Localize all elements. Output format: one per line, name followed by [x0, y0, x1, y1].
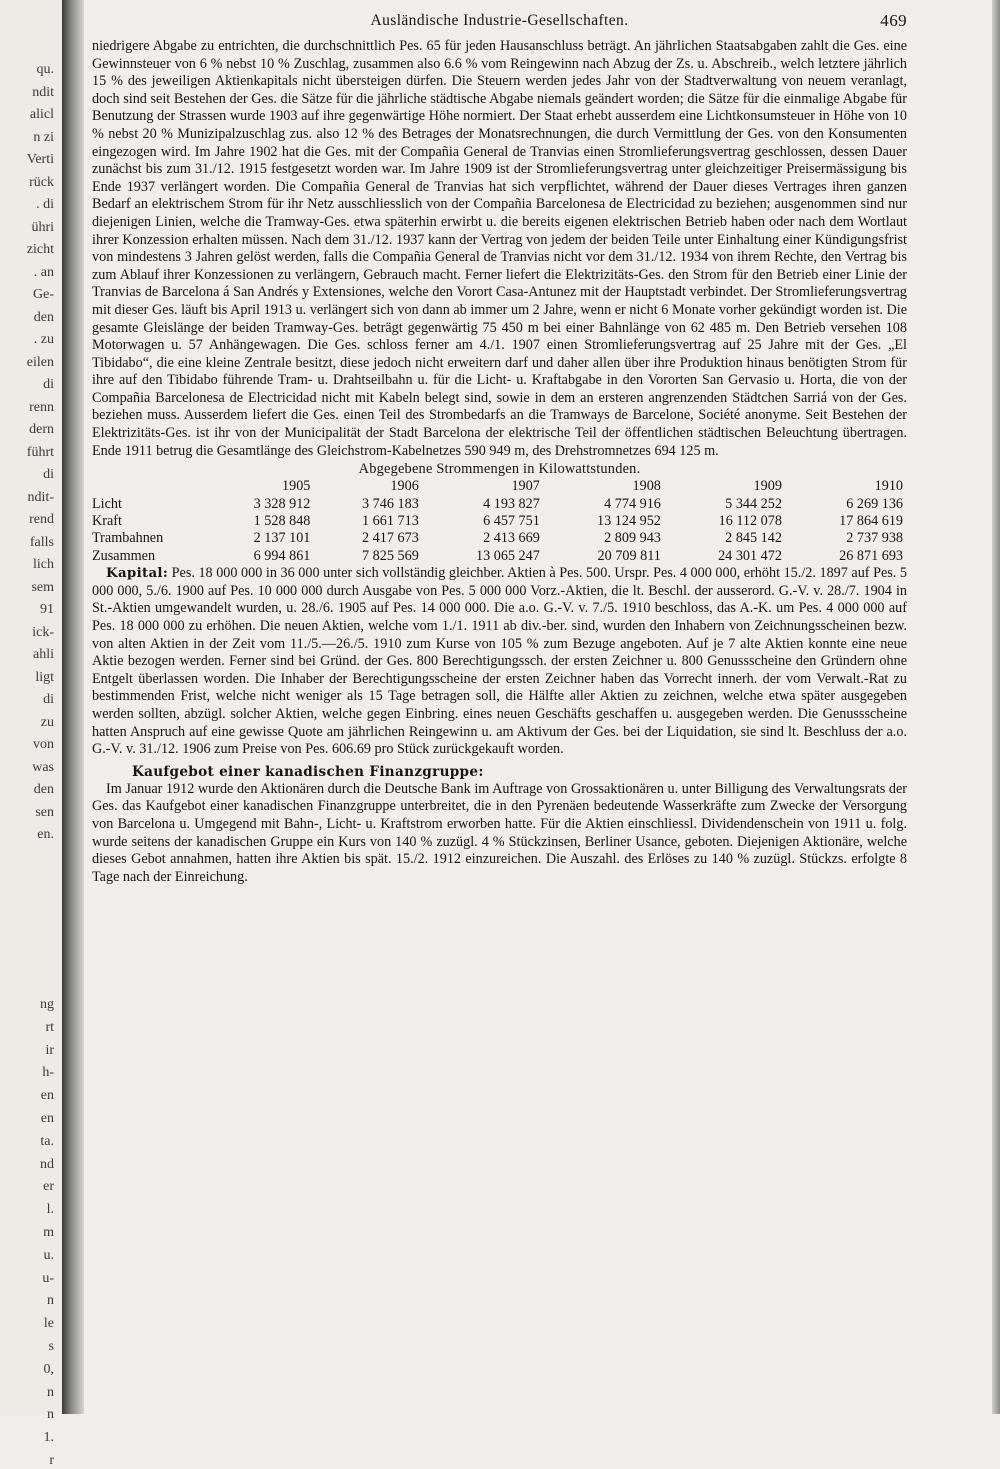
table-cell: 20 709 811 — [597, 547, 661, 564]
margin-fragment: s — [48, 1339, 54, 1354]
margin-fragment: . an — [33, 264, 54, 280]
margin-fragment: di — [43, 467, 54, 482]
year-header: 1905 — [282, 478, 311, 495]
margin-fragment: di — [43, 377, 54, 392]
margin-fragment: ir — [45, 1042, 54, 1058]
margin-fragment: 91 — [40, 602, 54, 617]
margin-fragment: . di — [36, 197, 54, 212]
table-row — [92, 530, 907, 547]
margin-fragment: er — [43, 1179, 54, 1195]
kapital-label: Kapital: — [106, 565, 169, 582]
table-cell: 6 457 751 — [483, 513, 540, 530]
margin-fragment: u. — [43, 1247, 54, 1263]
margin-fragment: ta. — [40, 1133, 54, 1149]
table-cell: 3 328 912 — [253, 495, 311, 512]
margin-fragment: ühri — [31, 219, 54, 235]
margin-fragment: rück — [29, 174, 54, 190]
kapital-text: Pes. 18 000 000 in 36 000 unter sich vollständig gleichber. Aktien à Pes. 500. Urspr. Pes. 4 000 000, erhöht 15./2. 1897 auf Pes. 5 000 000, 5./6. 1900 auf Pes. 10 000 000 durch Ausgabe von Pes. 5 000 000 Vorz.-Aktien, die lt. Beschl. der ausserord. G.-V. v. 28./7. 1904 in St.-Aktien umgewandelt wurden, u. 28./6. 1905 auf Pes. 14 000 000. Die a.o. G.-V. v. 7./5. 1910 beschloss, das A.-K. um Pes. 4 000 000 auf Pes. 18 000 000 zu erhöhen. Die neuen Aktien, welche vom 1./1. 1911 ab div.-ber. sind, wurden den Inhabern von Zeichnungsscheinen bezw. von alten Aktien in der Zeit vom 11./5.—26./5. 1910 zum Kurse von 105 % zum Bezuge angeboten. Auf je 7 alte Aktien konnte eine neue Aktie bezogen werden. Ferner sind bei Gründ. der Ges. 800 Berechtigungssch. der ersten Zeichner u. 800 Genussscheine den Gründern ohne Entgelt überlassen worden. Die Inhaber der Berechtigungsscheine der ersten Zeichner haben das Vorrecht innerh. der vom Verwalt.-Rat zu bestimmenden Frist, welche nicht weniger als 15 Tage betragen soll, die Hälfte aller Aktien zu zeichnen, welche etwa später ausgegeben werden sollten, abzügl. solcher Aktien, welche gegen Einbring. eines neuen Geschäfts geschaffen u. ausgegeben werden. Die Genussscheine hatten Anspruch auf eine gewisse Quote am jährlichen Reingewinn u. am Aktivum der Ges. bei der Liquidation, sie sind lt. Beschluss der a.o. G.-V. v. 31./12. 1906 zum Preise von Pes. 606.69 pro Stück zurückgekauft worden. — [92, 565, 908, 758]
table-header-row — [92, 478, 907, 495]
margin-fragment: was — [32, 759, 54, 775]
margin-fragment: n zi — [33, 129, 54, 145]
row-label: Kraft — [92, 513, 122, 530]
page — [92, 8, 907, 886]
margin-fragment: ick- — [32, 624, 54, 640]
table-cell: 1 528 848 — [253, 513, 311, 530]
margin-fragment: ahli — [33, 647, 54, 662]
table-cell: 24 301 472 — [718, 547, 782, 564]
margin-fragment: falls — [29, 534, 54, 550]
margin-fragment: ligt — [35, 669, 54, 685]
table-cell: 6 269 136 — [846, 495, 903, 512]
row-label: Licht — [92, 495, 122, 512]
table-cell: 3 746 183 — [362, 495, 419, 512]
margin-fragment: di — [43, 692, 54, 707]
page-edge — [992, 0, 1000, 1414]
margin-fragment: en — [40, 1088, 54, 1104]
margin-fragment: zu — [40, 714, 54, 730]
table-cell: 4 774 916 — [604, 495, 661, 512]
table-cell: 4 193 827 — [483, 495, 540, 512]
margin-fragment: ndit- — [27, 489, 54, 505]
margin-fragment: r — [49, 1453, 54, 1468]
margin-fragment: m — [43, 1225, 54, 1240]
running-title: Ausländische Industrie-Gesellschaften. — [370, 12, 629, 29]
table-cell: 13 124 952 — [597, 513, 661, 530]
margin-fragment: Ge- — [33, 287, 54, 302]
table-row — [92, 513, 907, 530]
previous-page-margin — [0, 0, 62, 1468]
page-number: 469 — [880, 11, 907, 30]
table-cell: 16 112 078 — [718, 513, 782, 530]
table-row — [92, 548, 907, 565]
table-caption: Abgegebene Strommengen in Kilowattstunden. — [358, 461, 641, 478]
margin-fragment: h- — [42, 1065, 54, 1081]
table-cell: 7 825 569 — [362, 547, 419, 564]
table-cell: 13 065 247 — [475, 547, 540, 564]
margin-fragment: lich — [33, 557, 54, 572]
year-header: 1907 — [511, 478, 540, 495]
table-row — [92, 496, 907, 513]
table-cell: 2 417 673 — [362, 530, 419, 547]
margin-fragment: den — [33, 309, 54, 325]
electricity-output-table — [92, 478, 907, 565]
margin-fragment: renn — [29, 399, 54, 415]
margin-fragment: le — [43, 1316, 54, 1332]
margin-fragment: rend — [29, 512, 54, 527]
margin-fragment: u- — [42, 1270, 54, 1286]
margin-fragment: sem — [31, 579, 54, 595]
margin-fragment: en. — [37, 827, 54, 842]
margin-fragment: en — [40, 1111, 54, 1126]
margin-fragment: ndit — [32, 84, 54, 100]
table-cell: 2 845 142 — [725, 530, 782, 547]
paragraph-kaufgebot: Im Januar 1912 wurde den Aktionären durch die Deutsche Bank im Auftrage von Grossaktionären u. unter Billigung des Verwaltungsrats der Ges. das Kaufgebot einer kanadischen Finanzgruppe unterbreitet, die in den Pyrenäen bedeutende Wasserkräfte zum Zwecke der Versorgung von Barcelona u. Umgegend mit Bahn-, Licht- u. Kraftstrom erworben hatte. Für die Aktien einschliessl. Dividendenschein von 1911 u. folg. wurde seitens der kanadischen Gruppe ein Kurs von 140 % zuzügl. 4 % Stückzinsen, Berliner Usance, geboten. Diejenigen Aktionäre, welche dieses Gebot annahmen, hatten ihre Aktien bis spät. 15./2. 1912 einzureichen. Die Auszahl. des Erlöses zu 140 % zuzügl. Stückzs. erfolgte 8 Tage nach der Einreichung. — [92, 780, 907, 885]
table-cell: 2 413 669 — [483, 530, 540, 547]
running-header — [92, 8, 907, 38]
margin-fragment: führt — [26, 444, 54, 460]
table-cell: 6 994 861 — [253, 547, 311, 564]
section-title-kaufgebot: Kaufgebot einer kanadischen Finanzgruppe: — [132, 763, 484, 780]
margin-fragment: n — [47, 1384, 54, 1400]
margin-fragment: 1. — [43, 1430, 54, 1446]
table-cell: 1 661 713 — [362, 513, 419, 530]
margin-fragment: eilen — [26, 354, 54, 370]
table-cell: 2 737 938 — [846, 530, 903, 547]
margin-fragment: den — [33, 782, 54, 797]
margin-fragment: l. — [46, 1202, 54, 1218]
year-header: 1906 — [390, 478, 419, 495]
margin-fragment: n — [47, 1407, 54, 1423]
margin-fragment: qu. — [36, 62, 54, 77]
year-header: 1910 — [874, 478, 903, 495]
paragraph-kapital — [92, 565, 907, 759]
margin-fragment: zicht — [26, 242, 54, 257]
table-corner — [92, 478, 206, 495]
margin-fragment: rt — [45, 1019, 54, 1035]
year-header: 1909 — [753, 478, 782, 495]
margin-fragment: nd — [40, 1156, 54, 1172]
table-cell: 2 809 943 — [604, 530, 661, 547]
margin-fragment: Verti — [26, 152, 54, 167]
row-label: Zusammen — [92, 547, 156, 564]
table-cell: 17 864 619 — [839, 513, 903, 530]
table-cell: 2 137 101 — [253, 530, 311, 547]
margin-fragment: n — [47, 1293, 54, 1309]
paragraph-tariffs-contracts: niedrigere Abgabe zu entrichten, die durchschnittlich Pes. 65 für jeden Hausanschluss beträgt. An jährlichen Staatsabgaben zahlt die Ges. eine Gewinnsteuer von 6 % nebst 10 % Zuschlag, zusammen also 6.6 % vom Reingewinn nach Abzug der Zs. u. Abschreib., welch letztere jährlich 15 % des jeweiligen Aktienkapitals nicht übersteigen dürfen. Die Steuern werden jedes Jahr von der Stadtverwaltung von neuem veranlagt, doch sind seit Bestehen der Ges. die Sätze für die jährliche städtische Abgabe niemals geändert worden; die Sätze für die einmalige Abgabe für Benutzung der Strassen wurde 1903 auf ihre gegenwärtige Höhe normiert. Der Staat erhebt ausserdem eine Lichtkonsumsteuer in Höhe von 10 % nebst 20 % Munizipalzuschlag zus. also 12 % des Betrages der Monatsrechnungen, die durch Vermittlung der Ges. von den Konsumenten eingezogen wird. Im Jahre 1902 hat die Ges. mit der Compañia General de Tranvias einen Stromlieferungsvertrag geschlossen, dessen Dauer zunächst bis zum 31./12. 1915 festgesetzt worden war. Im Jahre 1909 ist der Stromlieferungsvertrag unter gleichzeitiger Preisermässigung bis Ende 1937 verlängert worden. Die Compañia General de Tranvias hat sich verpflichtet, während der Dauer dieses Vertrages ihren ganzen Bedarf an elektrischem Strom für ihr Netz ausschliesslich von der Compañia Barcelonesa de Electricidad zu beziehen; ausgenommen sind nur diejenigen Linien, welche die Tramway-Ges. etwa späterhin erwirbt u. die bereits eigenen elektrischen Betrieb haben oder nach dem Wortlaut ihrer Konzession erhalten müssen. Nach dem 31./12. 1937 kann der Vertrag von jedem der beiden Teile unter Einhaltung einer Kündigungsfrist von mindestens 3 Jahren gelöst werden, falls die Compañia General de Tranvias nicht vor dem 31./12. 1934 von ihrem Rechte, den Vertrag bis zum Ablauf ihrer Konzessionen zu verlängern, Gebrauch macht. Ferner liefert die Elektrizitäts-Ges. den Strom für den Betrieb einer Linie der Tranvias de Barcelona á San Andrés y Extensiones, welche den Vorort Casa-Antunez mit der Hauptstadt verbindet. Der Stromlieferungsvertrag mit dieser Ges. läuft bis April 1913 u. verlängert sich von dann ab immer um 2 Jahre, wenn er nicht 6 Monate vorher gekündigt worden ist. Die gesamte Gleislänge der beiden Tramway-Ges. beträgt gegenwärtig 75 450 m bei einer Bahnlänge von 62 485 m. Den Betrieb versehen 108 Motorwagen u. 57 Anhängewagen. Die Ges. schloss ferner am 4./1. 1907 einen Stromlieferungsvertrag auf 25 Jahre mit der Ges. „El Tibidabo“, die eine kleine Zentrale besitzt, diese jedoch nicht erweitern darf und daher allen über ihre Produktion hinaus benötigten Strom für ihre auf den Tibidabo führende Tram- u. Drahtseilbahn u. für die Licht- u. Kraftabgabe in den Vororten San Gervasio u. Horta, die von der Compañia Barcelonesa de Electricidad nicht mit Kabeln belegt sind, sowie in dem an ersteren angrenzenden Städtchen Sarriá von der Ges. beziehen muss. Ausserdem liefert die Ges. einen Teil des Strombedarfs an die Tramways de Barcelone, Société anonyme. Seit Bestehen der Elektrizitäts-Ges. ist ihr von der Municipalität der Stadt Barcelona der elektrische Teil der öffentlichen städtischen Beleuchtung übertragen. Ende 1911 betrug die Gesamtlänge des Gleichstrom-Kabelnetzes 590 949 m, des Drehstromnetzes 694 125 m. — [92, 38, 907, 459]
margin-fragment: ng — [40, 997, 54, 1012]
margin-fragment: 0, — [43, 1361, 54, 1377]
margin-fragment: sen — [35, 804, 54, 820]
margin-fragment: von — [33, 737, 54, 752]
row-label: Trambahnen — [92, 530, 164, 547]
table-cell: 26 871 693 — [839, 547, 903, 564]
book-gutter — [62, 0, 84, 1414]
margin-fragment: alicl — [29, 107, 54, 122]
margin-fragment: dern — [29, 422, 54, 437]
year-header: 1908 — [632, 478, 661, 495]
table-cell: 5 344 252 — [725, 495, 782, 512]
margin-fragment: . zu — [33, 332, 54, 347]
